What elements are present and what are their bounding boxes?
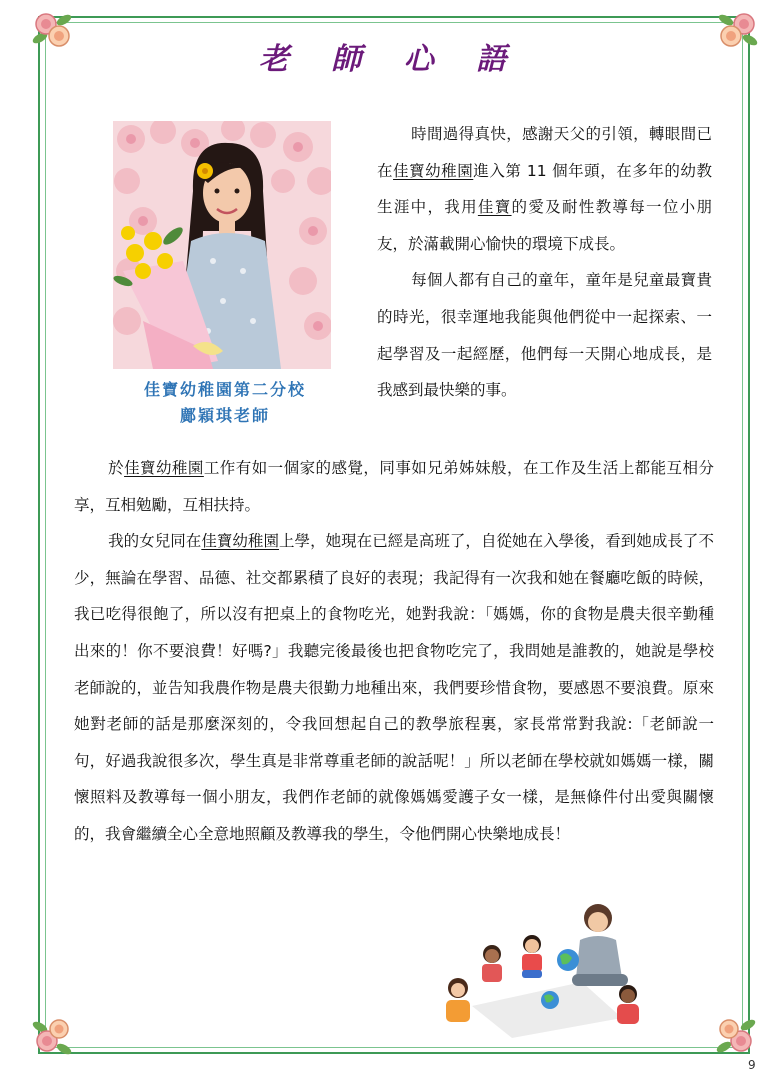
page-number: 9 [748, 1058, 756, 1072]
paragraph-text: 工作有如一個家的感覺，同事如兄弟姊妹般，在工作及生活上都能互相分享，互相勉勵，互相扶持。 [74, 459, 714, 514]
paragraph-text: 上學，她現在已經是高班了，自從她在入學後，看到她成長了不少，無論在學習、品德、社交都累積了良好的表現；我記得有一次我和她在餐廳吃飯的時候，我已吃得很飽了，所以沒有把桌上的食物吃光，她對我說：「媽媽，你的食物是農夫很辛勤種出來的！你不要浪費！好嗎?」我聽完後最後也把食物吃完了，我問她是誰教的，她說是學校老師說的，並告知我農作物是農夫很勤力地種出來，我們要珍惜食物，要感恩不要浪費。原來她對老師的話是那麼深刻的，令我回想起自己的教學旅程裏，家長常常對我說:「老師說一句，好過我說很多次，學生真是非常尊重老師的說話呢！」所以老師在學校就如媽媽一樣，關懷照料及教導每一個小朋友，我們作老師的就像媽媽愛護子女一樣，是無條件付出愛與關懷的，我會繼續全心全意地照顧及教導我的學生，令他們開心快樂地成長！ [74, 532, 714, 843]
body-text [74, 450, 714, 853]
rose-corner-icon [714, 1015, 758, 1059]
school-name-short: 佳寶 [477, 198, 512, 217]
school-name: 佳寶幼稚園 [124, 459, 204, 477]
school-name: 佳寶幼稚園 [201, 532, 279, 551]
intro-column [377, 116, 712, 409]
paragraph-1 [377, 116, 712, 262]
paragraph-text: 的愛及耐性教導每一位小朋友，於滿載開心愉快的環境下成長。 [377, 198, 712, 253]
caption-school: 佳寶幼稚園第二分校 [143, 380, 306, 399]
paragraph-4 [74, 523, 714, 852]
page-title: 老 師 心 語 [258, 42, 523, 77]
teacher-photo [113, 121, 331, 369]
paragraph-2: 每個人都有自己的童年，童年是兒童最寶貴的時光，很幸運地我能與他們從中一起探索、一起學習及一起經歷，他們每一天開心地成長，是我感到最快樂的事。 [377, 271, 712, 400]
paragraph-text: 我的女兒同在 [108, 532, 202, 551]
paragraph-text: 進入第 11 個年頭，在多年的幼教生涯中，我用 [377, 161, 712, 217]
school-name: 佳寶幼稚園 [393, 161, 474, 180]
paragraph-text: 時間過得真快，感謝天父的引領，轉眼間已在 [377, 125, 712, 180]
paragraph-3 [74, 450, 714, 523]
classroom-illustration [432, 898, 650, 1038]
caption-teacher-name: 鄺穎琪老師 [179, 406, 270, 425]
photo-caption [110, 377, 340, 429]
rose-corner-icon [30, 1015, 74, 1059]
paragraph-text: 於 [108, 459, 125, 477]
